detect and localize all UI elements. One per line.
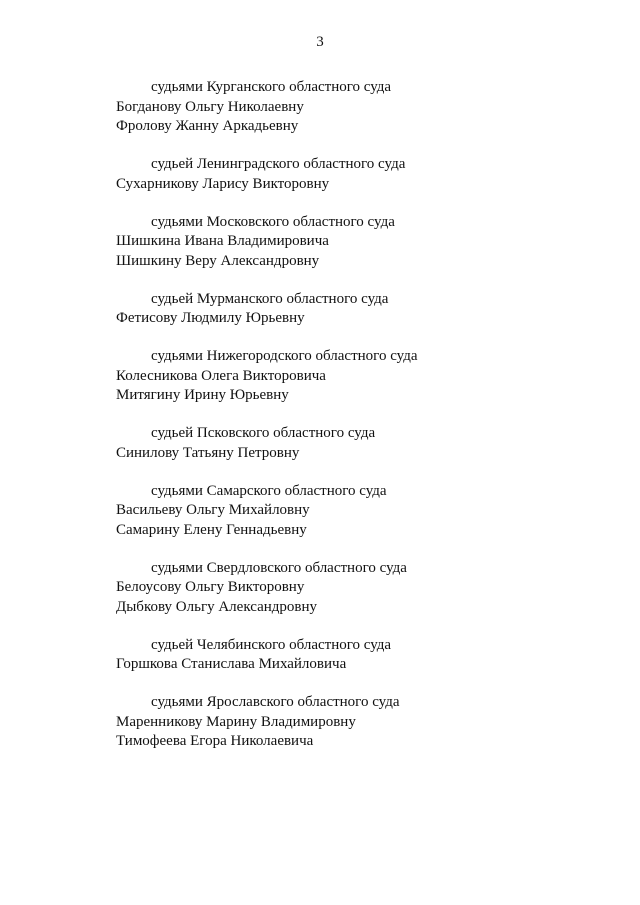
court-heading: судьями Курганского областного суда <box>151 79 392 95</box>
judge-name: Васильеву Ольгу Михайловну <box>116 502 310 518</box>
court-heading: судьями Свердловского областного суда <box>151 559 407 576</box>
entry-moscow <box>116 213 536 272</box>
judge-name: Митягину Ирину Юрьевну <box>116 387 289 403</box>
entry-nizhny-novgorod <box>116 347 536 406</box>
judge-name: Фетисову Людмилу Юрьевну <box>116 310 305 326</box>
entry-kurgan <box>116 78 536 137</box>
judge-name: Шишкина Ивана Владимировича <box>116 233 329 249</box>
entry-sverdlovsk <box>116 559 536 618</box>
entry-pskov <box>116 424 536 463</box>
judge-name: Богданову Ольгу Николаевну <box>116 98 304 115</box>
court-heading: судьями Ярославского областного суда <box>151 694 400 710</box>
court-heading: судьями Московского областного суда <box>151 213 395 230</box>
entry-samara <box>116 482 536 541</box>
judge-name: Тимофеева Егора Николаевича <box>116 733 314 749</box>
judge-name: Маренникову Марину Владимировну <box>116 713 356 730</box>
court-heading: судьей Ленинградского областного суда <box>151 156 406 172</box>
court-heading: судьями Нижегородского областного суда <box>151 348 418 364</box>
entry-chelyabinsk <box>116 636 536 675</box>
court-heading: судьей Псковского областного суда <box>151 425 376 441</box>
entry-murmansk <box>116 290 536 329</box>
judge-name: Самарину Елену Геннадьевну <box>116 521 307 538</box>
judge-name: Дыбкову Ольгу Александровну <box>116 598 318 615</box>
judge-name: Шишкину Веру Александровну <box>116 252 320 269</box>
judge-name: Колесникова Олега Викторовича <box>116 367 326 384</box>
court-heading: судьей Челябинского областного суда <box>151 636 392 653</box>
entry-leningrad <box>116 155 536 194</box>
judge-name: Синилову Татьяну Петровну <box>116 444 300 461</box>
judge-name: Сухарникову Ларису Викторовну <box>116 175 330 192</box>
page-number: 3 <box>316 34 324 50</box>
entry-yaroslavl <box>116 693 536 752</box>
judge-name: Горшкова Станислава Михайловича <box>116 656 347 672</box>
judge-name: Белоусову Ольгу Викторовну <box>116 579 305 595</box>
court-heading: судьей Мурманского областного суда <box>151 290 389 307</box>
judge-name: Фролову Жанну Аркадьевну <box>116 118 299 134</box>
appointment-list <box>116 78 536 770</box>
court-heading: судьями Самарского областного суда <box>151 482 387 499</box>
